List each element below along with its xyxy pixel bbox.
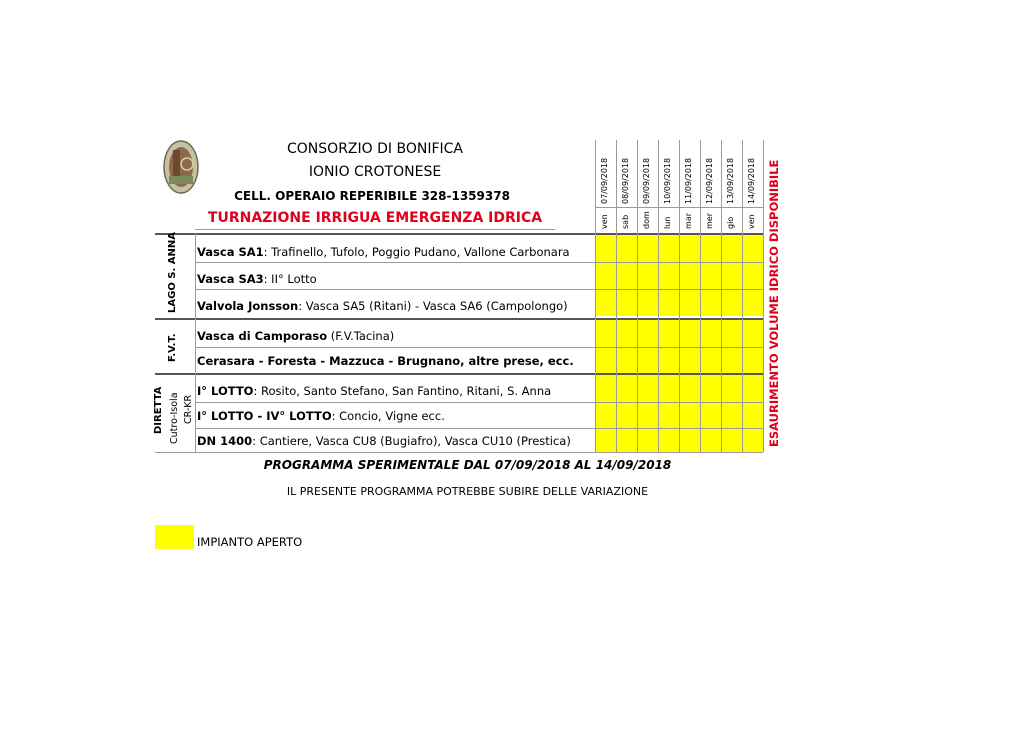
schedule-cell-open [616,428,637,452]
schedule-cell-open [658,289,679,316]
grid-line [155,452,763,453]
schedule-cell-open [616,402,637,428]
column-date-label: 12/09/2018 [705,157,714,204]
schedule-cell-open [658,375,679,402]
schedule-cell-open [721,375,742,402]
column-day-label: lun [663,216,672,229]
schedule-cell-open [721,347,742,373]
group-label-diretta: DIRETTA [153,386,164,434]
schedule-cell-open [595,320,616,347]
column-date-label: 11/09/2018 [684,157,693,204]
schedule-cell-open [637,320,658,347]
grid-line [195,262,763,263]
grid-line [595,207,763,208]
schedule-cell-open [679,320,700,347]
column-day-label: ven [600,214,609,229]
schedule-cell-open [658,347,679,373]
schedule-cell-open [742,320,763,347]
consorzio-logo [163,140,199,194]
grid-line [616,140,617,452]
schedule-cell-open [658,320,679,347]
schedule-cell-open [679,289,700,316]
schedule-cell-open [679,235,700,262]
grid-line [195,402,763,403]
column-day-label: ven [747,214,756,229]
schedule-cell-open [700,235,721,262]
schedule-cell-open [637,235,658,262]
grid-line [195,428,763,429]
schedule-cell-open [700,375,721,402]
schedule-cell-open [700,428,721,452]
column-date-label: 13/09/2018 [726,157,735,204]
schedule-cell-open [742,402,763,428]
row-label: Vasca SA3: II° Lotto [197,272,317,286]
schedule-cell-open [658,402,679,428]
column-date-label: 14/09/2018 [747,157,756,204]
row-label: Vasca di Camporaso (F.V.Tacina) [197,329,395,343]
schedule-cell-open [700,320,721,347]
schedule-cell-open [679,402,700,428]
row-label: DN 1400: Cantiere, Vasca CU8 (Bugiafro), Vasca CU10 (Prestica) [197,434,571,448]
legend-label-open: IMPIANTO APERTO [197,535,303,549]
schedule-cell-open [721,262,742,289]
column-day-label: dom [642,211,651,229]
grid-line [155,373,763,375]
schedule-cell-open [721,428,742,452]
schedule-cell-open [679,262,700,289]
schedule-cell-open [637,428,658,452]
schedule-cell-open [595,402,616,428]
schedule-cell-open [616,289,637,316]
column-day-label: gio [726,216,735,229]
schedule-cell-open [700,262,721,289]
row-label: I° LOTTO: Rosito, Santo Stefano, San Fantino, Ritani, S. Anna [197,384,552,398]
grid-line [155,318,763,320]
column-date-label: 10/09/2018 [663,157,672,204]
schedule-cell-open [637,347,658,373]
grid-line [637,140,638,452]
schedule-cell-open [742,428,763,452]
row-label: Valvola Jonsson: Vasca SA5 (Ritani) - Vasca SA6 (Campolongo) [197,299,568,313]
schedule-cell-open [637,289,658,316]
org-name-line1: CONSORZIO DI BONIFICA [287,141,463,157]
schedule-cell-open [637,402,658,428]
schedule-cell-open [595,347,616,373]
grid-line [195,233,196,452]
schedule-cell-open [679,428,700,452]
column-date-label: 07/09/2018 [600,157,609,204]
grid-line [195,289,763,290]
group-label-cutro: Cutro-Isola [169,392,180,444]
program-disclaimer: IL PRESENTE PROGRAMMA POTREBBE SUBIRE DELLE VARIAZIONE [286,485,649,498]
schedule-cell-open [595,262,616,289]
schedule-cell-open [721,289,742,316]
grid-line [658,140,659,452]
schedule-cell-open [616,262,637,289]
schedule-cell-open [700,289,721,316]
legend-swatch-open [155,525,194,549]
column-day-label: sab [621,214,630,229]
schedule-cell-open [700,402,721,428]
schedule-cell-open [742,375,763,402]
column-day-label: mar [684,213,693,229]
schedule-cell-open [658,235,679,262]
schedule-cell-open [616,347,637,373]
water-exhausted-note: ESAURIMENTO VOLUME IDRICO DISPONIBILE [767,159,781,447]
column-day-label: mer [705,212,714,229]
group-label-lago: LAGO S. ANNA [167,231,178,313]
schedule-cell-open [595,289,616,316]
grid-line [679,140,680,452]
org-name-line2: IONIO CROTONESE [308,164,442,180]
grid-line [595,140,596,452]
grid-line [742,140,743,452]
schedule-cell-open [721,235,742,262]
grid-line [195,347,763,348]
program-period: PROGRAMMA SPERIMENTALE DAL 07/09/2018 AL 14/09/2018 [263,458,672,472]
schedule-title: TURNAZIONE IRRIGUA EMERGENZA IDRICA [207,210,543,226]
schedule-cell-open [595,235,616,262]
schedule-cell-open [721,402,742,428]
grid-line [721,140,722,452]
schedule-cell-open [616,375,637,402]
schedule-cell-open [595,428,616,452]
schedule-cell-open [742,262,763,289]
schedule-cell-open [679,347,700,373]
grid-line [763,140,764,452]
schedule-cell-open [742,289,763,316]
grid-line [155,233,763,235]
column-date-label: 09/09/2018 [642,157,651,204]
row-label: Vasca SA1: Trafinello, Tufolo, Poggio Pudano, Vallone Carbonara [197,245,570,259]
schedule-cell-open [721,320,742,347]
schedule-cell-open [637,375,658,402]
schedule-cell-open [616,235,637,262]
grid-line [700,140,701,452]
group-label-fvt: F.V.T. [167,333,178,362]
row-label: Cerasara - Foresta - Mazzuca - Brugnano, altre prese, ecc. [197,354,574,368]
phone-line: CELL. OPERAIO REPERIBILE 328-1359378 [234,189,510,203]
row-label: I° LOTTO - IV° LOTTO: Concio, Vigne ecc. [197,409,445,423]
column-date-label: 08/09/2018 [621,157,630,204]
schedule-cell-open [700,347,721,373]
schedule-cell-open [679,375,700,402]
schedule-cell-open [595,375,616,402]
group-label-crkr: CR-KR [183,394,194,424]
schedule-cell-open [637,262,658,289]
schedule-cell-open [742,235,763,262]
schedule-cell-open [658,428,679,452]
schedule-cell-open [742,347,763,373]
grid-line [195,229,555,230]
schedule-cell-open [658,262,679,289]
schedule-cell-open [616,320,637,347]
